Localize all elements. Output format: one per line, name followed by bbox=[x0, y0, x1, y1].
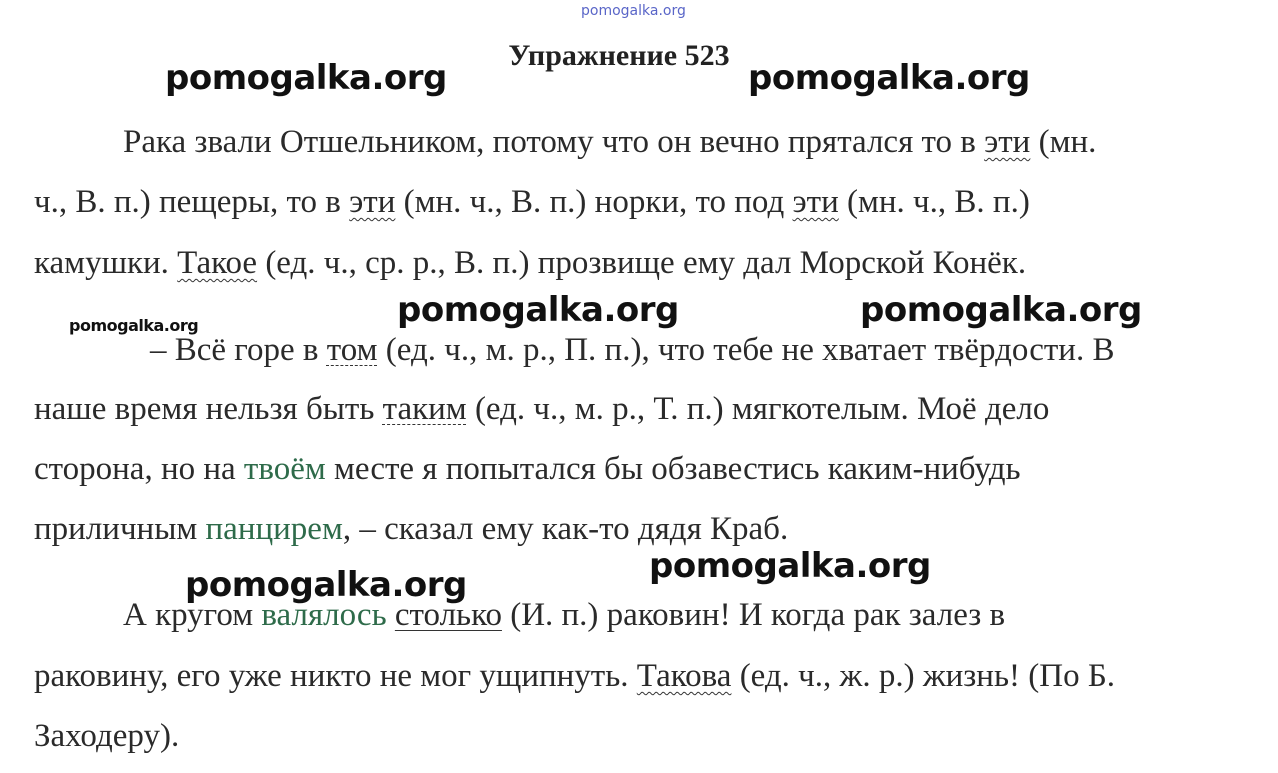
text-segment: приличным bbox=[34, 511, 206, 547]
text-segment: (И. п.) раковин! И когда рак залез в bbox=[501, 597, 1006, 633]
paragraph-2-line-3 bbox=[34, 449, 1021, 489]
underlined-word: таким bbox=[382, 391, 467, 427]
text-segment: (ед. ч., м. р., П. п.), что тебе не хватает твёрдости. В bbox=[377, 332, 1115, 368]
watermark-1: pomogalka.org bbox=[165, 58, 447, 98]
text-segment: , – сказал ему как-то дядя Краб. bbox=[342, 511, 789, 547]
watermark-4: pomogalka.org bbox=[860, 290, 1142, 330]
text-segment: месте я попытался бы обзавестись каким-нибудь bbox=[325, 451, 1021, 487]
text-segment: ч., В. п.) пещеры, то в bbox=[34, 184, 350, 220]
underlined-word: эти bbox=[349, 184, 396, 220]
paragraph-2-line-2 bbox=[34, 389, 1049, 429]
paragraph-1-line-1 bbox=[123, 122, 1096, 162]
highlighted-word: твоём bbox=[243, 451, 326, 487]
text-segment bbox=[387, 597, 395, 633]
underlined-word: Такова bbox=[636, 658, 732, 694]
text-segment: раковину, его уже никто не мог ущипнуть. bbox=[34, 658, 637, 694]
paragraph-1-line-3 bbox=[34, 243, 1026, 283]
paragraph-2-line-1 bbox=[150, 330, 1114, 370]
underlined-word: столько bbox=[394, 597, 502, 633]
text-segment: (ед. ч., ж. р.) жизнь! (По Б. bbox=[731, 658, 1116, 694]
watermark-6: pomogalka.org bbox=[185, 565, 467, 605]
exercise-title: Упражнение 523 bbox=[508, 39, 730, 72]
text-segment: (мн. ч., В. п.) норки, то под bbox=[395, 184, 793, 220]
watermark-small: pomogalka.org bbox=[69, 316, 199, 335]
underlined-word: эти bbox=[792, 184, 839, 220]
text-segment: (мн. ч., В. п.) bbox=[838, 184, 1030, 220]
text-segment: (ед. ч., м. р., Т. п.) мягкотелым. Моё дело bbox=[466, 391, 1050, 427]
text-segment: наше время нельзя быть bbox=[34, 391, 383, 427]
text-segment: Рака звали Отшельником, потому что он вечно прятался то в bbox=[123, 124, 985, 160]
text-segment: камушки. bbox=[34, 245, 178, 281]
underlined-word: том bbox=[326, 332, 378, 368]
text-segment: А кругом bbox=[123, 597, 262, 633]
highlighted-word: панцирем bbox=[205, 511, 343, 547]
watermark-2: pomogalka.org bbox=[748, 58, 1030, 98]
text-segment: (ед. ч., ср. р., В. п.) прозвище ему дал Морской Конёк. bbox=[257, 245, 1027, 281]
text-segment: сторона, но на bbox=[34, 451, 244, 487]
watermark-3: pomogalka.org bbox=[397, 290, 679, 330]
underlined-word: эти bbox=[984, 124, 1031, 160]
paragraph-3-line-3 bbox=[34, 716, 179, 756]
watermark-top: pomogalka.org bbox=[581, 3, 686, 19]
underlined-word: Такое bbox=[177, 245, 258, 281]
text-segment: Заходеру). bbox=[34, 718, 180, 754]
paragraph-3-line-2 bbox=[34, 656, 1115, 696]
paragraph-3-line-1 bbox=[123, 595, 1005, 635]
watermark-5: pomogalka.org bbox=[649, 546, 931, 586]
paragraph-1-line-2 bbox=[34, 182, 1030, 222]
paragraph-2-line-4 bbox=[34, 509, 788, 549]
text-segment: (мн. bbox=[1030, 124, 1097, 160]
highlighted-word: валялось bbox=[261, 597, 387, 633]
text-segment: – Всё горе в bbox=[150, 332, 327, 368]
